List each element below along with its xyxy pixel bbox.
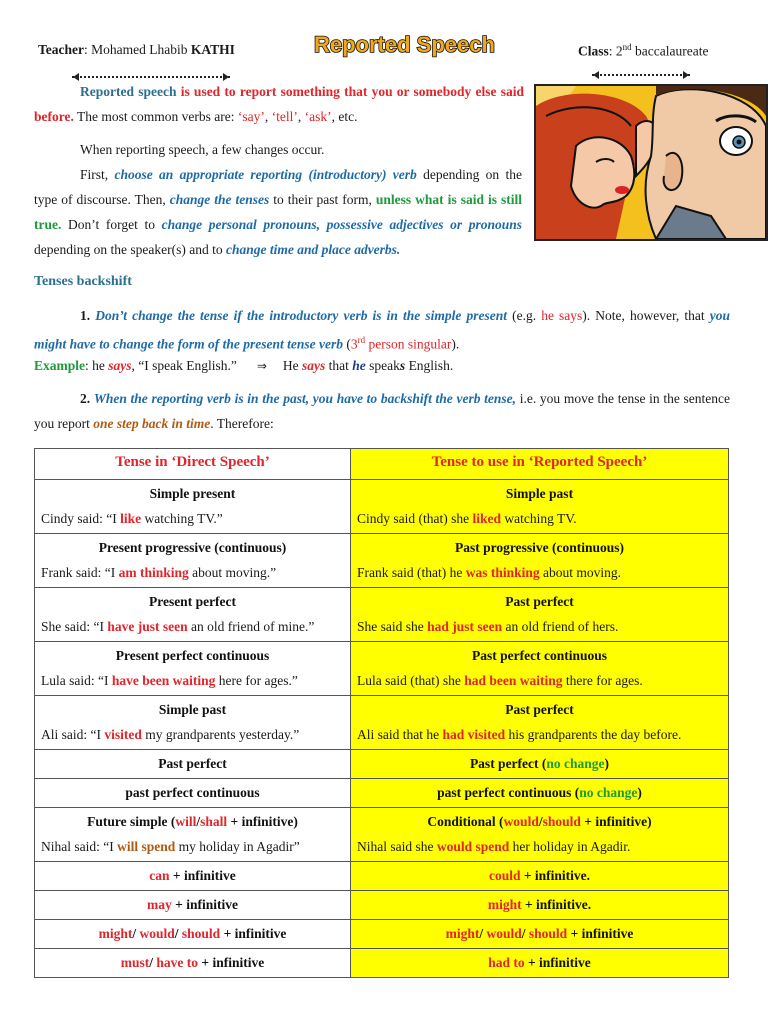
direct-speech-cell	[35, 534, 351, 588]
rule-2-number: 2.	[80, 391, 94, 406]
table-text: + infinitive.	[520, 868, 591, 883]
table-text: + infinitive	[524, 955, 591, 970]
rule-1	[34, 303, 730, 357]
table-text: )	[637, 785, 642, 800]
verb-say: ‘say’	[237, 109, 265, 124]
table-text: /	[479, 926, 487, 941]
direct-speech-cell	[35, 750, 351, 779]
teacher-name: : Mohamed Lhabib	[84, 42, 191, 57]
txt: English.	[405, 358, 454, 373]
double-arrow-left	[72, 76, 230, 78]
reported-speech-cell	[351, 891, 729, 920]
table-text: + infinitive	[567, 926, 634, 941]
table-row	[35, 534, 729, 588]
header-direct-speech: Tense in ‘Direct Speech’	[35, 449, 351, 480]
direct-speech-cell	[35, 891, 351, 920]
highlight-verb: have been waiting	[111, 673, 216, 688]
class-line	[578, 42, 708, 60]
txt: speak	[365, 358, 400, 373]
modal-verb: might	[487, 897, 522, 912]
table-row	[35, 642, 729, 696]
tense-name: Past perfect	[505, 594, 574, 609]
intro-definition: is used to report something that you or somebody else said before.	[34, 84, 525, 124]
no-change-label: no change	[546, 756, 605, 771]
direct-speech-cell	[35, 642, 351, 696]
reported-speech-cell	[351, 480, 729, 534]
highlight-verb: will spend	[117, 839, 176, 854]
table-text: about moving.”	[188, 565, 277, 580]
table-row	[35, 949, 729, 978]
txt: Don’t forget to	[61, 217, 162, 232]
example-sentence	[357, 614, 722, 639]
txt: (e.g.	[506, 308, 542, 323]
table-text: Lula said: “I	[41, 673, 112, 688]
table-row	[35, 588, 729, 642]
tense-name: Past progressive (continuous)	[454, 540, 624, 555]
whisper-cartoon-illustration	[534, 84, 768, 241]
person-singular: person singular	[365, 336, 452, 352]
example-sentence	[357, 560, 722, 585]
ex-he: he	[352, 358, 366, 373]
txt: He	[282, 358, 303, 373]
modal-verb: might	[445, 926, 480, 941]
one-step-back: one step back in time	[93, 416, 211, 431]
table-text: would	[503, 814, 539, 829]
table-text: + infinitive	[198, 955, 265, 970]
modal-verb: would	[139, 926, 175, 941]
modal-verb: may	[147, 897, 172, 912]
example-sentence	[357, 506, 722, 531]
table-text: Nihal said she	[357, 839, 437, 854]
table-body	[35, 480, 729, 978]
highlight-verb: had just seen	[427, 619, 503, 634]
table-text: /	[538, 814, 543, 829]
sep: ,	[264, 109, 272, 124]
section-heading-backshift: Tenses backshift	[34, 274, 132, 289]
example-sentence	[41, 560, 344, 585]
tense-name: Past perfect	[158, 756, 227, 771]
hl-unless-true: unless what is said is still true.	[34, 192, 522, 232]
direct-speech-cell	[35, 920, 351, 949]
no-change-label: no change	[579, 785, 638, 800]
table-text: Conditional (	[427, 814, 504, 829]
table-text: + infinitive.	[521, 897, 592, 912]
reported-speech-cell	[351, 920, 729, 949]
txt: ).	[451, 336, 460, 352]
table-text: here for ages.”	[215, 673, 298, 688]
example-line	[34, 353, 734, 379]
table-text: an old friend of mine.”	[187, 619, 315, 634]
example-sentence	[357, 668, 722, 693]
tense-name: Past perfect continuous	[472, 648, 607, 663]
table-row	[35, 862, 729, 891]
modal-verb: can	[149, 868, 170, 883]
table-text: an old friend of hers.	[502, 619, 619, 634]
term-reported-speech: Reported speech	[80, 84, 177, 99]
table-text: + infinitive	[220, 926, 287, 941]
tense-table	[34, 448, 729, 978]
txt: i.e. you move the tense in the sentence you report	[34, 391, 731, 431]
third: 3	[350, 336, 358, 352]
table-text: should	[542, 814, 581, 829]
table-text: about moving.	[539, 565, 622, 580]
highlight-verb: like	[120, 511, 142, 526]
hl-change-pronouns: change personal pronouns, possessive adjectives or pronouns	[161, 217, 522, 232]
table-text: her holiday in Agadir.	[509, 839, 631, 854]
verb-ask: ‘ask’	[304, 109, 332, 124]
highlight-verb: have just seen	[107, 619, 188, 634]
ex-s: s	[399, 358, 406, 373]
table-text: Ali said that he	[357, 727, 443, 742]
reported-speech-cell	[351, 696, 729, 750]
example-sentence	[41, 506, 344, 531]
tense-name: Simple past	[158, 702, 227, 717]
table-text: watching TV.	[501, 511, 577, 526]
intro-paragraph	[34, 79, 524, 129]
table-text: Ali said: “I	[41, 727, 105, 742]
reported-speech-cell	[351, 534, 729, 588]
table-row	[35, 891, 729, 920]
table-header-row	[35, 449, 729, 480]
highlight-verb: am thinking	[118, 565, 189, 580]
table-row	[35, 696, 729, 750]
txt: depending on the type of discourse. Then,	[34, 167, 522, 207]
tense-name: Simple past	[505, 486, 574, 501]
txt: to their past form,	[269, 192, 376, 207]
direct-speech-cell	[35, 779, 351, 808]
modal-verb: must	[120, 955, 150, 970]
txt: . Therefore:	[210, 416, 274, 431]
teacher-label: Teacher	[38, 42, 84, 57]
changes-line: When reporting speech, a few changes occur.	[80, 142, 325, 157]
intro-end: , etc.	[331, 109, 358, 124]
table-text: my grandparents yesterday.”	[141, 727, 300, 742]
txt: ). Note, however, that	[582, 308, 710, 323]
table-text: watching TV.”	[141, 511, 223, 526]
ex-says: says	[108, 358, 132, 373]
class-sup: nd	[622, 42, 632, 52]
tense-name: Present progressive (continuous)	[98, 540, 287, 555]
table-text: /	[132, 926, 140, 941]
example-sentence	[41, 722, 344, 747]
table-row	[35, 808, 729, 862]
table-text: Cindy said: “I	[41, 511, 121, 526]
reported-speech-cell	[351, 779, 729, 808]
highlight-verb: liked	[472, 511, 501, 526]
direct-speech-cell	[35, 696, 351, 750]
txt: , “I speak English.”	[131, 358, 237, 373]
highlight-verb: had visited	[442, 727, 506, 742]
modal-verb: should	[528, 926, 568, 941]
ex-says-2: says	[302, 358, 326, 373]
highlight-verb: visited	[104, 727, 142, 742]
example-sentence	[357, 834, 722, 859]
table-text: + infinitive)	[580, 814, 652, 829]
header-reported-speech: Tense to use in ‘Reported Speech’	[351, 449, 729, 480]
reported-speech-cell	[351, 808, 729, 862]
modal-verb: should	[181, 926, 221, 941]
page-title	[312, 30, 532, 58]
cartoon-svg	[536, 86, 766, 239]
tense-name: past perfect continuous	[437, 785, 572, 800]
table-text: there for ages.	[562, 673, 643, 688]
txt: depending on the speaker(s) and to	[34, 242, 226, 257]
tense-name: past perfect continuous	[125, 785, 260, 800]
example-sentence	[357, 722, 722, 747]
table-text: + infinitive	[169, 868, 236, 883]
tense-name: Past perfect	[469, 756, 539, 771]
changes-paragraph	[34, 162, 522, 262]
txt: : he	[85, 358, 109, 373]
txt: that	[325, 358, 353, 373]
rule-1-emphasis: Don’t change the tense if the introductory verb is in the simple present	[95, 308, 507, 323]
hl-change-adverbs: change time and place adverbs.	[225, 242, 401, 257]
teacher-line	[38, 42, 235, 58]
txt: First,	[80, 167, 115, 182]
direct-speech-cell	[35, 949, 351, 978]
intro-plain: The most common verbs are:	[73, 109, 238, 124]
modal-verb: have to	[156, 955, 199, 970]
table-text: She said: “I	[41, 619, 108, 634]
rule-2	[34, 386, 730, 436]
highlight-verb: was thinking	[465, 565, 540, 580]
reported-speech-cell	[351, 750, 729, 779]
third-sup: rd	[357, 335, 366, 345]
direct-speech-cell	[35, 588, 351, 642]
example-sentence	[41, 668, 344, 693]
table-text: Frank said (that) he	[357, 565, 466, 580]
txt: (	[342, 336, 351, 352]
table-text: + infinitive	[171, 897, 238, 912]
table-text: Nihal said: “I	[41, 839, 118, 854]
direct-speech-cell	[35, 862, 351, 891]
tense-name	[41, 809, 344, 834]
modal-verb: would	[486, 926, 522, 941]
table-text: my holiday in Agadir”	[175, 839, 300, 854]
class-value-post: baccalaureate	[631, 43, 709, 59]
table-text: (	[538, 756, 547, 771]
tense-name	[357, 809, 722, 834]
table-text: /	[521, 926, 529, 941]
hl-choose-verb: choose an appropriate reporting (introductory) verb	[114, 167, 417, 182]
table-text: shall	[200, 814, 228, 829]
table-text: + infinitive)	[227, 814, 298, 829]
table-row	[35, 750, 729, 779]
modal-verb: might	[98, 926, 133, 941]
hl-change-tenses: change the tenses	[169, 192, 270, 207]
tense-name: Present perfect	[148, 594, 237, 609]
table-text: will	[175, 814, 197, 829]
tense-name: Present perfect continuous	[115, 648, 270, 663]
table-text: Future simple (	[87, 814, 176, 829]
table-row	[35, 920, 729, 949]
table-text: (	[571, 785, 580, 800]
highlight-verb: would spend	[436, 839, 510, 854]
teacher-surname: KATHI	[190, 42, 235, 57]
class-label: Class	[578, 43, 609, 59]
rule-1-number: 1.	[80, 308, 96, 323]
rule-1-emphasis-2: you might have to change the form of the present tense verb	[34, 308, 731, 352]
reported-speech-cell	[351, 862, 729, 891]
tense-name: Simple present	[149, 486, 236, 501]
eg-he-says: he says	[541, 308, 583, 323]
reported-speech-cell	[351, 642, 729, 696]
table-text: Frank said: “I	[41, 565, 119, 580]
highlight-verb: had been waiting	[464, 673, 563, 688]
table-text: Cindy said (that) she	[357, 511, 473, 526]
table-text: )	[604, 756, 610, 771]
table-text: /	[196, 814, 201, 829]
double-arrow-right	[592, 74, 690, 76]
verb-tell: ‘tell’	[271, 109, 298, 124]
table-row	[35, 779, 729, 808]
example-sentence	[41, 614, 344, 639]
modal-verb: could	[488, 868, 521, 883]
modal-verb: had to	[488, 955, 525, 970]
table-text: /	[174, 926, 182, 941]
table-text: his grandparents the day before.	[505, 727, 682, 742]
title-wordart	[312, 30, 532, 58]
direct-speech-cell	[35, 808, 351, 862]
table-text: Lula said (that) she	[357, 673, 465, 688]
title-text: Reported Speech	[314, 32, 495, 57]
reported-speech-cell	[351, 588, 729, 642]
class-value: : 2	[608, 43, 623, 59]
table-row	[35, 480, 729, 534]
table-text: She said she	[357, 619, 428, 634]
example-sentence	[41, 834, 344, 859]
reported-speech-cell	[351, 949, 729, 978]
direct-speech-cell	[35, 480, 351, 534]
example-label: Example	[34, 358, 86, 373]
rule-2-emphasis: When the reporting verb is in the past, you have to backshift the verb tense,	[93, 391, 517, 406]
table-text: /	[149, 955, 157, 970]
tense-name: Past perfect	[505, 702, 574, 717]
arrow-icon: ⇒	[256, 359, 267, 373]
sep: ,	[297, 109, 305, 124]
